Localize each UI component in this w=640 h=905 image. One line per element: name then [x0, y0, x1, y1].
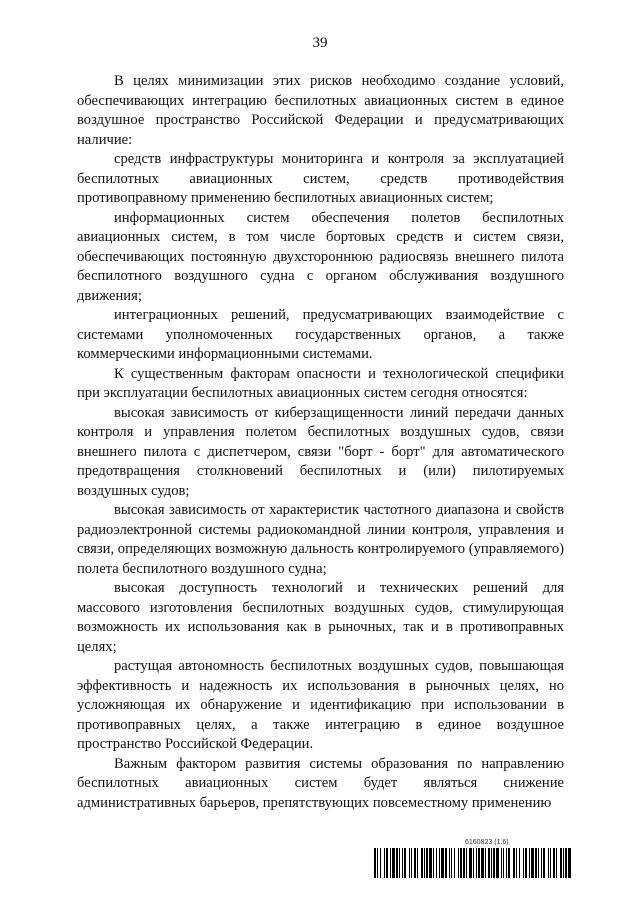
paragraph: высокая зависимость от киберзащищенности линий передачи данных контроля и управления полетом беспилотных воздушных судов, связи внешнего пилота с диспетчером, связи "борт - борт" для автоматического предотвращения столкновений беспилотных и (или) пилотируемых воздушных судов; [77, 404, 564, 499]
paragraph: растущая автономность беспилотных воздушных судов, повышающая эффективность и надежность их использования в рыночных целях, но усложняющая их обнаружение и идентификацию при использовании в противоправных целях, а также интеграцию в единое воздушное пространство Российской Федерации. [77, 658, 564, 752]
paragraph: К существенным факторам опасности и технологической специфики при эксплуатации беспилотных авиационных систем сегодня относятся: [77, 365, 564, 401]
document-code: 6160823 (1.6) [465, 839, 509, 846]
document-body [77, 72, 564, 813]
page-number: 39 [312, 35, 328, 51]
paragraph: высокая доступность технологий и технических решений для массового изготовления беспилотных воздушных судов, стимулирующая возможность их использования как в рыночных, так и в противоправных целях; [77, 580, 564, 655]
paragraph: высокая зависимость от характеристик частотного диапазона и свойств радиоэлектронной системы радиокомандной линии контроля, управления и связи, определяющих возможную дальность контролируемого (управляемого) полета беспилотного воздушного судна; [77, 502, 564, 577]
paragraph: В целях минимизации этих рисков необходимо создание условий, обеспечивающих интеграцию беспилотных авиационных систем в единое воздушное пространство Российской Федерации и предусматривающих наличие: [77, 73, 564, 148]
paragraph: интеграционных решений, предусматривающих взаимодействие с системами уполномоченных государственных органов, а также коммерческими информационными системами. [77, 307, 564, 362]
paragraph: информационных систем обеспечения полетов беспилотных авиационных систем, в том числе бортовых средств и систем связи, обеспечивающих постоянную двухстороннюю радиосвязь внешнего пилота беспилотного воздушного судна с органом обслуживания воздушного движения; [77, 209, 564, 304]
paragraph: средств инфраструктуры мониторинга и контроля за эксплуатацией беспилотных авиационных систем, средств противодействия противоправному применению беспилотных авиационных систем; [77, 151, 564, 206]
paragraph: Важным фактором развития системы образования по направлению беспилотных авиационных систем будет являться снижение административных барьеров, препятствующих повсеместному применению [77, 755, 564, 811]
barcode-icon [374, 848, 572, 878]
